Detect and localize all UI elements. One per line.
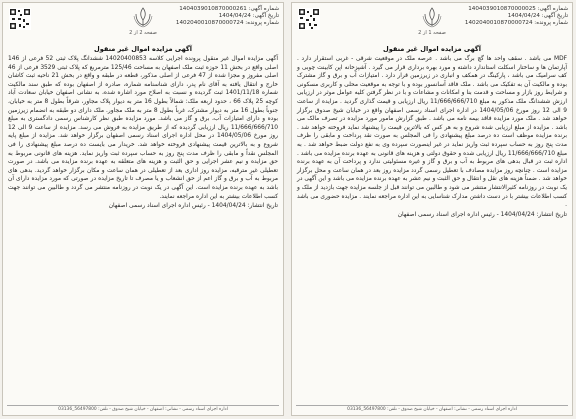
page-footer: اداره اجرای اسناد رسمی - نشانی: اصفهان - خیابان شیخ صدوق - تلفن: 56497800_03136 <box>296 405 568 412</box>
notice-date: تاریخ آگهی: 1404/04/24 <box>507 13 568 19</box>
notice-body: MDF می باشد . سقف واحد ها گچ برگ می باشد . عرصه ملک در موقعیت شرقی - غربی استقرار دارد . آپارتمان ها و ساختار اسکلت استاندارد داشته و مورد بهره برداری قرار می گیرد . آشپزخانه اپن کابینت چوبی و کف سرامیک می باشد ، پارکینگ در همکف و انباری در زیرزمین قرار دارد . امتیازات آب و برق و گاز مشترک بوده و مالکیت آن به تفکیک می باشد . ملک فاقد آسانسور بوده و با توجه به موقعیت محلی و کاربری مسکونی و شرایط روز بازار و مساحت و قدمت بنا و امکانات و مشاعات و با در نظر گرفتن کلیه عوامل موثر در ارزیابی ارزش ششدانگ ملک مذکور به مبلغ 11/666/666/710 ریال ارزیابی و قیمت گذاری گردید . مزایده از ساعت 9 الی 12 روز مورخ 1404/05/06 در اداره اجرای اسناد رسمی اصفهان واقع در خیابان شیخ صدوق برگزار خواهد شد . ملک مورد مزایده فاقد بیمه نامه می باشد . طبق گزارش مامور مورد مزایده در تصرف مالک می باشد . مزایده از مبلغ ارزیابی شده شروع و به هر کس که بالاترین قیمت را پیشنهاد نماید فروخته خواهد شد . برنده مزایده موظف است ده درصد مبلغ پیشنهادی را فی المجلس به صورت نقد پرداخت و مابقی را ظرف مدت پنج روز به حساب سپرده ثبت واریز نماید در غیر اینصورت سپرده وی به نفع دولت ضبط خواهد شد . به مبلغ 11/666/666/710 ریال ارزیابی شده و حقوق دولتی و هزینه های قانونی به عهده برنده مزایده می باشد . اداره ثبت در قبال بدهی های مربوط به آب و برق و گاز و غیره مسئولیتی ندارد و پرداخت آن به عهده برنده مزایده است . چنانچه روز مزایده مصادف با تعطیل رسمی گردد مزایده روز بعد در همان ساعت و محل برگزار خواهد شد . ضمناً هزینه های نقل و انتقال و حق الثبت و نیم عشر به عهده برنده مزایده می باشد و این آگهی در یک نوبت در روزنامه کثیرالانتشار منتشر می شود و طالبین می توانند قبل از جلسه مزایده جهت بازدید از ملک و کسب اطلاعات بیشتر با در دست داشتن مدارک شناسایی به این اداره مراجعه نمایند . مزایده حضوری می باشد . <box>297 56 567 209</box>
notice-signature: تاریخ انتشار: 1404/04/24 - رئیس اداره اجرای اسناد رسمی اصفهان <box>397 211 567 218</box>
notice-date: تاریخ آگهی: 1404/04/24 <box>218 13 279 19</box>
qr-code-icon <box>9 8 31 30</box>
page-footer: اداره اجرای اسناد رسمی - نشانی: اصفهان - خیابان شیخ صدوق - تلفن: 56497800_03136 <box>7 405 279 412</box>
page-header <box>292 3 572 43</box>
case-number: شماره پرونده: 1402040010870000724 <box>464 20 568 26</box>
notice-signature: تاریخ انتشار: 1404/04/24 - رئیس اداره اجرای اسناد رسمی اصفهان <box>108 203 278 210</box>
page-number: صفحه 1 از 2 <box>418 30 446 36</box>
notice-meta <box>176 6 279 27</box>
page-number: صفحه 2 از 2 <box>129 30 157 36</box>
emblem-icon <box>130 6 156 28</box>
notice-meta <box>465 6 568 27</box>
document-page-2 <box>2 2 284 416</box>
notice-title: آگهی مزایده اموال غیر منقول <box>382 45 482 53</box>
notice-body: آگهی مزایده اموال غیر منقول پرونده اجرایی کلاسه 14020400853 ششدانگ پلاک ثبتی 52 فرعی از 146 اصلی واقع در بخش 11 حوزه ثبت ملک اصفهان به مساحت 125/46 مترمربع که پلاک ثبتی 3529 فرعی از 46 اصلی مفروز و مجزا شده از 47 فرعی از اصلی مذکور، قطعه در طبقه و واقع در بخش 21 ناحیه ثبت کاشان خارج و انتقال یافته به آقای نام پدر، دارای شناسنامه شماره، صادره از اصفهان بوده که طبق سند مالکیت شماره 1401/11/18 ثبت گردیده و نسبت به اصلاح مورد اشاره شده، به نشانی اصفهان خیابان سعادت آباد کوچه 25 پلاک 66 ، حدود اربعه ملک: شمالاً بطول 16 متر به دیوار پلاک مجاور، شرقاً بطول 8 متر به خیابان، جنوباً بطول 16 متر به دیوار مشترک، غرباً بطول 8 متر به ملک مجاور. ملک دارای دو طبقه به انضمام زیرزمین بوده و دارای امتیازات آب، برق و گاز می باشد. مورد مزایده طبق نظر کارشناس رسمی دادگستری به مبلغ 11/666/666/710 ریال ارزیابی گردیده که از طریق مزایده به فروش می رسد. مزایده از ساعت 9 الی 12 روز مورخ 1404/05/06 در محل اداره اجرای اسناد رسمی اصفهان برگزار خواهد شد. مزایده از مبلغ پایه شروع و به بالاترین قیمت پیشنهادی فروخته خواهد شد. خریدار می بایست ده درصد مبلغ پیشنهادی را فی المجلس نقداً و مابقی را ظرف مدت پنج روز به حساب سپرده ثبت واریز نماید. هزینه های قانونی مربوط به حق مزایده و نیم عشر اجرایی و حق الثبت و هزینه های متعلقه به عهده برنده مزایده می باشد. در صورت تعطیلی غیر مترقبه، مزایده روز اداری بعد از تعطیلی در همان ساعت و مکان برگزار خواهد گردید. بدهی های مربوط به آب و برق و گاز اعم از حق انشعاب و یا مصرف تا تاریخ مزایده در صورتی که مورد مزایده دارای آن باشد به عهده برنده مزایده است. این آگهی در یک نوبت در روزنامه منتشر می گردد و طالبین می توانند جهت کسب اطلاعات بیشتر به این اداره مراجعه نمایند. <box>8 56 279 200</box>
case-number: شماره پرونده: 1402040010870000724 <box>175 20 279 26</box>
notice-number: شماره آگهی: 1404039010870000025 <box>468 6 568 12</box>
page-header <box>3 3 283 43</box>
notice-title: آگهی مزایده اموال غیر منقول <box>93 45 193 53</box>
qr-code-icon <box>298 8 320 30</box>
document-page-1 <box>291 2 573 416</box>
emblem-icon <box>419 6 445 28</box>
notice-number: شماره آگهی: 1404039010870000261 <box>179 6 279 12</box>
